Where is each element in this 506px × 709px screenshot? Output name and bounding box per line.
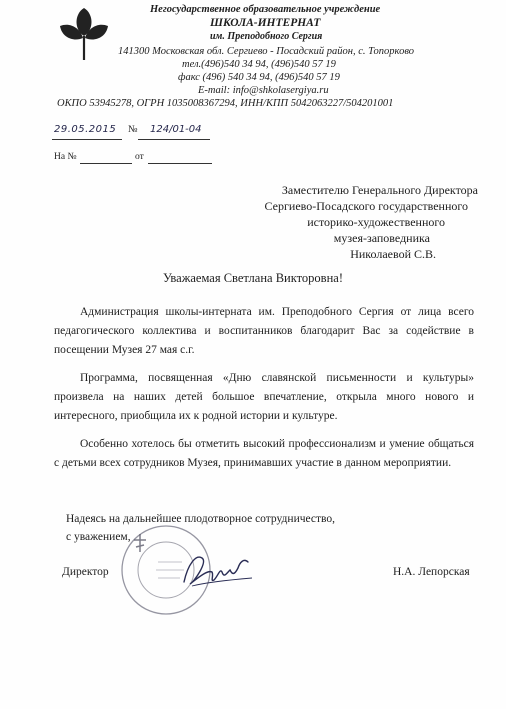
letterhead-school-name: ШКОЛА-ИНТЕРНАТ	[210, 17, 321, 29]
addressee-line-5: Николаевой С.В.	[350, 247, 436, 261]
paragraph-text: Администрация школы-интерната им. Преподобного Сергия от лица всего педагогического коллектива и воспитанников благодарит Вас за содействие в посещении Музея 27 мая с.г.	[54, 306, 474, 356]
addressee-line-4: музея-заповедника	[333, 231, 430, 245]
reference-no-underline	[80, 163, 132, 164]
registration-date-underline	[52, 139, 122, 140]
reference-no-label: На №	[54, 152, 77, 162]
letterhead-phone: тел.(496)540 34 94, (496)540 57 19	[182, 59, 336, 70]
body-paragraph-2	[54, 369, 474, 426]
letterhead-address: 141300 Московская обл. Сергиево - Посадский район, с. Топорково	[118, 46, 414, 57]
director-signature-icon	[178, 548, 258, 592]
registration-number: 124/01-04	[150, 124, 202, 135]
signatory-name: Н.А. Лепорская	[393, 566, 470, 578]
body-paragraph-1	[54, 303, 474, 360]
letterhead-school-patron: им. Преподобного Сергия	[210, 31, 323, 42]
signatory-title: Директор	[62, 566, 109, 578]
letterhead-email: E-mail: info@shkolasergiya.ru	[198, 85, 329, 96]
reference-from-underline	[148, 163, 212, 164]
closing-line-2: с уважением,	[66, 531, 131, 543]
school-leaf-logo-icon	[60, 8, 108, 60]
registration-number-underline	[138, 139, 210, 140]
reference-from-label: от	[135, 152, 144, 162]
salutation: Уважаемая Светлана Викторовна!	[162, 271, 343, 285]
addressee-line-3: историко-художественного	[307, 215, 445, 229]
registration-number-label: №	[128, 124, 138, 135]
body-paragraph-3	[54, 435, 474, 473]
letterhead-org-type: Негосударственное образовательное учреждение	[150, 4, 381, 15]
paragraph-text: Программа, посвященная «Дню славянской письменности и культуры» произвела на наших детей большое впечатление, открыла много нового и интересного, приобщила их к родной истории и культуре.	[54, 372, 474, 422]
letterhead-fax: факс (496) 540 34 94, (496)540 57 19	[178, 72, 340, 83]
addressee-line-1: Заместителю Генерального Директора	[281, 183, 478, 197]
letterhead-registry-codes: ОКПО 53945278, ОГРН 1035008367294, ИНН/КПП 5042063227/504201001	[57, 98, 394, 109]
closing-line-1: Надеясь на дальнейшее плодотворное сотрудничество,	[66, 513, 335, 525]
addressee-line-2: Сергиево-Посадского государственного	[264, 199, 468, 213]
paragraph-text: Особенно хотелось бы отметить высокий профессионализм и умение общаться с детьми всех сотрудников Музея, принимавших участие в данном мероприятии.	[54, 438, 474, 469]
registration-date: 29.05.2015	[54, 124, 117, 135]
